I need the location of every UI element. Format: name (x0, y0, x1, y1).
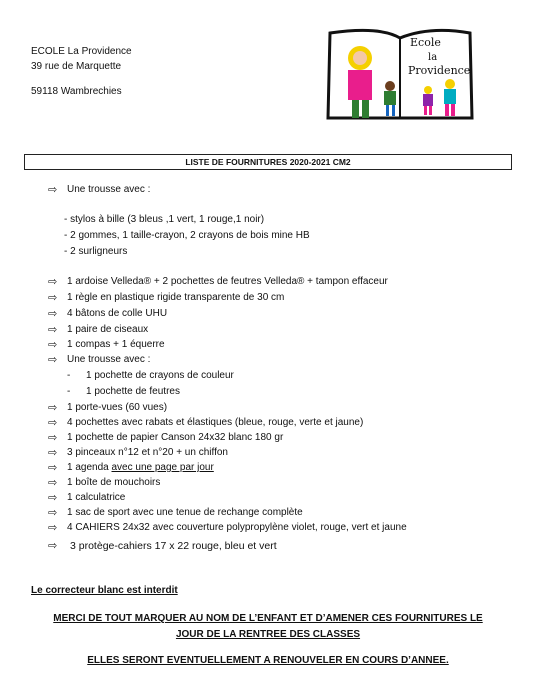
school-name: ECOLE La Providence (31, 46, 132, 57)
list-item: 4 bâtons de colle UHU (67, 308, 168, 319)
dash-bullet: - (67, 386, 71, 397)
arrow-right-icon: ⇨ (48, 308, 58, 320)
list-item: 4 CAHIERS 24x32 avec couverture polypropylène violet, rouge, vert et jaune (67, 522, 407, 533)
arrow-right-icon: ⇨ (48, 184, 58, 196)
logo-text-la: la (428, 52, 438, 63)
arrow-right-icon: ⇨ (48, 447, 58, 459)
school-city: 59118 Wambrechies (31, 86, 122, 97)
list-item: 1 pochette de papier Canson 24x32 blanc 180 gr (67, 432, 284, 443)
logo-text-ecole: Ecole (410, 36, 441, 49)
arrow-right-icon: ⇨ (48, 339, 58, 351)
list-item: 3 pinceaux n°12 et n°20 + un chiffon (67, 447, 228, 458)
list-item-agenda (67, 462, 214, 474)
list-item: 1 ardoise Velleda® + 2 pochettes de feutres Velleda® + tampon effaceur (67, 276, 388, 287)
arrow-right-icon: ⇨ (48, 477, 58, 489)
agenda-prefix: 1 agenda (67, 462, 112, 473)
renewal-note: ELLES SERONT EVENTUELLEMENT A RENOUVELER EN COURS D’ANNEE. (87, 655, 449, 666)
instruction-line-1: MERCI DE TOUT MARQUER AU NOM DE L’ENFANT ET D’AMENER CES FOURNITURES LE (53, 613, 483, 624)
arrow-right-icon: ⇨ (48, 292, 58, 304)
arrow-right-icon: ⇨ (48, 507, 58, 519)
sub-item: 1 pochette de feutres (86, 386, 180, 397)
instruction-line-2: JOUR DE LA RENTREE DES CLASSES (175, 629, 361, 640)
arrow-right-icon: ⇨ (48, 402, 58, 414)
sub-item: - 2 surligneurs (64, 246, 128, 257)
sub-item: - stylos à bille (3 bleus ,1 vert, 1 rouge,1 noir) (64, 214, 265, 225)
dash-bullet: - (67, 370, 71, 381)
list-item: 1 calculatrice (67, 492, 126, 503)
arrow-right-icon: ⇨ (48, 522, 58, 534)
arrow-right-icon: ⇨ (48, 324, 58, 336)
list-item: 4 pochettes avec rabats et élastiques (bleue, rouge, verte et jaune) (67, 417, 364, 428)
list-title: LISTE DE FOURNITURES 2020-2021 CM2 (24, 154, 512, 170)
list-item: Une trousse avec : (67, 184, 151, 195)
list-item: 1 boîte de mouchoirs (67, 477, 161, 488)
sub-item: - 2 gommes, 1 taille-crayon, 2 crayons de bois mine HB (64, 230, 310, 241)
list-item: 1 sac de sport avec une tenue de rechange complète (67, 507, 303, 518)
arrow-right-icon: ⇨ (48, 492, 58, 504)
logo-text-providence: Providence (408, 64, 471, 77)
list-item: 3 protège-cahiers 17 x 22 rouge, bleu et vert (70, 540, 277, 552)
list-item: 1 compas + 1 équerre (67, 339, 165, 350)
arrow-right-icon: ⇨ (48, 462, 58, 474)
sub-item: 1 pochette de crayons de couleur (86, 370, 234, 381)
list-item: 1 paire de ciseaux (67, 324, 149, 335)
arrow-right-icon: ⇨ (48, 276, 58, 288)
list-item: 1 règle en plastique rigide transparente de 30 cm (67, 292, 285, 303)
arrow-right-icon: ⇨ (48, 540, 58, 552)
arrow-right-icon: ⇨ (48, 354, 58, 366)
agenda-underlined: avec une page par jour (111, 462, 214, 473)
school-logo-icon (320, 28, 480, 126)
arrow-right-icon: ⇨ (48, 417, 58, 429)
forbidden-note: Le correcteur blanc est interdit (31, 585, 178, 596)
list-item: Une trousse avec : (67, 354, 151, 365)
arrow-right-icon: ⇨ (48, 432, 58, 444)
school-street: 39 rue de Marquette (31, 61, 122, 72)
list-item: 1 porte-vues (60 vues) (67, 402, 168, 413)
